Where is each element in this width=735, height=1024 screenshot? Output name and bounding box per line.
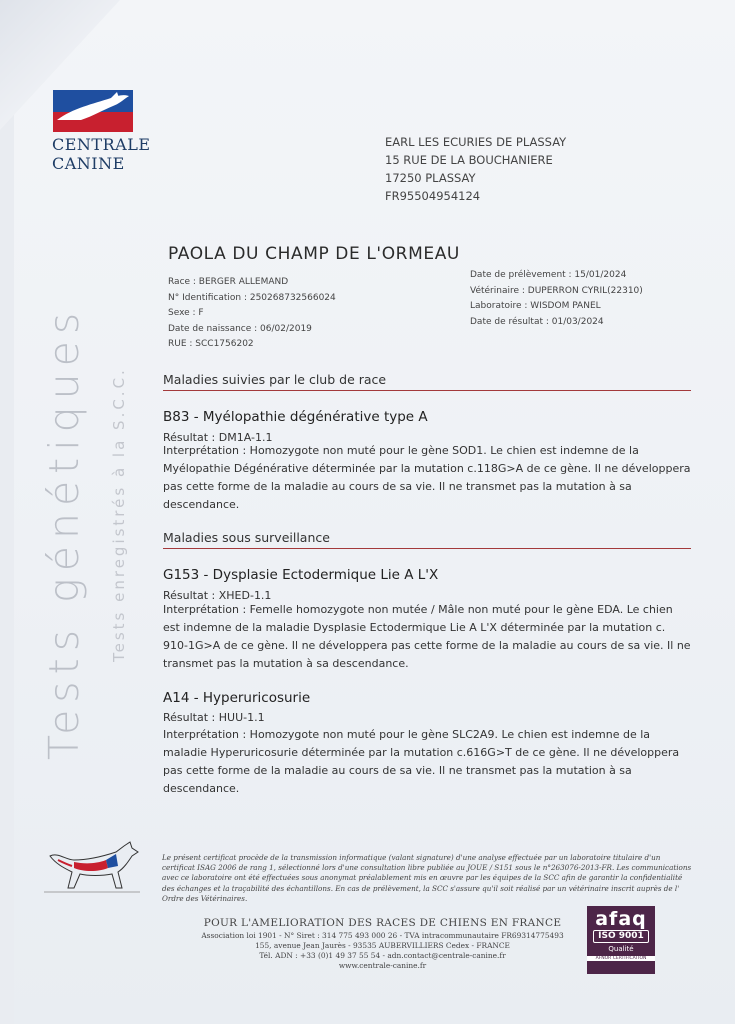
owner-id: FR95504954124 xyxy=(385,189,481,203)
result-date: Date de résultat : 01/03/2024 xyxy=(470,316,604,327)
veterinarian: Vétérinaire : DUPERRON CYRIL(22310) xyxy=(470,285,643,296)
test-interpretation: Interprétation : Homozygote non muté pour le gène SLC2A9. Le chien est indemne de la maladie Hyperuricosurie déterminée par la mutation c.616G>T de ce gène. Il ne développera pas cette forme de la maladie au cours de sa vie. Il ne transmet pas la mutation à sa descendance. xyxy=(163,728,680,795)
afaq-brand: afaq xyxy=(595,908,647,930)
test-interpretation: Interprétation : Femelle homozygote non mutée / Mâle non muté pour le gène EDA. Le chien est indemne de la maladie Dysplasie Ectodermique Lie A L'X déterminée par la mutation c. 910-1G>A de ce gène. Il ne développera pas cette forme de la maladie au cours de sa vie. Il ne transmet pas la mutation à sa descendance. xyxy=(163,603,691,670)
dog-identification: N° Identification : 250268732566024 xyxy=(168,292,336,303)
sample-info xyxy=(470,268,643,330)
footer-line3: Tél. ADN : +33 (0)1 49 37 55 54 - adn.contact@centrale-canine.fr xyxy=(259,951,506,960)
side-title: Tests génétiques xyxy=(40,305,88,760)
dog-illustration-icon xyxy=(44,838,140,896)
afaq-cert: AFNOR CERTIFICATION xyxy=(587,956,655,961)
owner-name: EARL LES ECURIES DE PLASSAY xyxy=(385,135,567,149)
test-title: B83 - Myélopathie dégénérative type A xyxy=(163,409,428,425)
owner-address xyxy=(385,133,566,205)
section-heading-club: Maladies suivies par le club de race xyxy=(163,372,691,391)
disclaimer-text: Le présent certificat procède de la transmission informatique (valant signature) d'une analyse effectuée par un laboratoire titulaire d'un certificat ISAG 2006 de rang 1, sélectionné lors d'une consultation libre publiée au JOUE / S151 sous le n°263076-2013-FR. Les communications avec ce laboratoire ont été effectuées sous anonymat préalablement mis en œuvre par les équipes de la SCC afin de garantir la confidentialité des échanges et la traçabilité des échantillons. En cas de prélèvement, la SCC s'assure qu'il soit réalisé par un vétérinaire inscrit auprès de l' Ordre des Vétérinaires. xyxy=(162,853,692,903)
test-result: Résultat : XHED-1.1 xyxy=(163,589,272,602)
dog-rue: RUE : SCC1756202 xyxy=(168,339,254,349)
afaq-iso-badge xyxy=(587,906,655,974)
sample-date: Date de prélèvement : 15/01/2024 xyxy=(470,270,627,280)
centrale-canine-logo-icon xyxy=(53,90,133,132)
dog-birth-date: Date de naissance : 06/02/2019 xyxy=(168,323,312,334)
test-interpretation: Interprétation : Homozygote non muté pour le gène SOD1. Le chien est indemne de la Myélopathie Dégénérative déterminée par la mutation c.118G>A de ce gène. Il ne développera pas cette forme de la maladie au cours de sa vie. Il ne transmet pas la mutation à sa descendance. xyxy=(163,444,691,511)
laboratory: Laboratoire : WISDOM PANEL xyxy=(470,301,601,311)
footer-line2: 155, avenue Jean Jaurès - 93535 AUBERVILLIERS Cedex - FRANCE xyxy=(255,941,510,950)
owner-city: 17250 PLASSAY xyxy=(385,171,476,185)
test-title: A14 - Hyperuricosurie xyxy=(163,690,311,706)
owner-street: 15 RUE DE LA BOUCHANIERE xyxy=(385,153,553,167)
afaq-iso: ISO 9001 xyxy=(593,930,649,943)
side-subtitle: Tests enregistrés à la S.C.C. xyxy=(110,367,128,662)
logo-line2: CANINE xyxy=(52,154,125,173)
section-heading-surveillance: Maladies sous surveillance xyxy=(163,530,691,549)
afaq-label: Qualité xyxy=(608,945,634,953)
dog-race: Race : BERGER ALLEMAND xyxy=(168,277,289,287)
footer-website: www.centrale-canine.fr xyxy=(338,961,427,970)
dog-info xyxy=(168,275,336,353)
test-title: G153 - Dysplasie Ectodermique Lie A L'X xyxy=(163,567,439,583)
logo-line1: CENTRALE xyxy=(52,135,151,154)
test-result: Résultat : HUU-1.1 xyxy=(163,711,265,724)
footer-line1: Association loi 1901 - N° Siret : 314 775 493 000 26 - TVA intracommunautaire FR69314775493 xyxy=(201,931,564,940)
dog-sex: Sexe : F xyxy=(168,308,204,318)
footer-title: POUR L'AMELIORATION DES RACES DE CHIENS EN FRANCE xyxy=(203,917,562,929)
logo-text xyxy=(52,135,151,173)
test-result: Résultat : DM1A-1.1 xyxy=(163,431,273,444)
dog-name: PAOLA DU CHAMP DE L'ORMEAU xyxy=(168,244,460,264)
